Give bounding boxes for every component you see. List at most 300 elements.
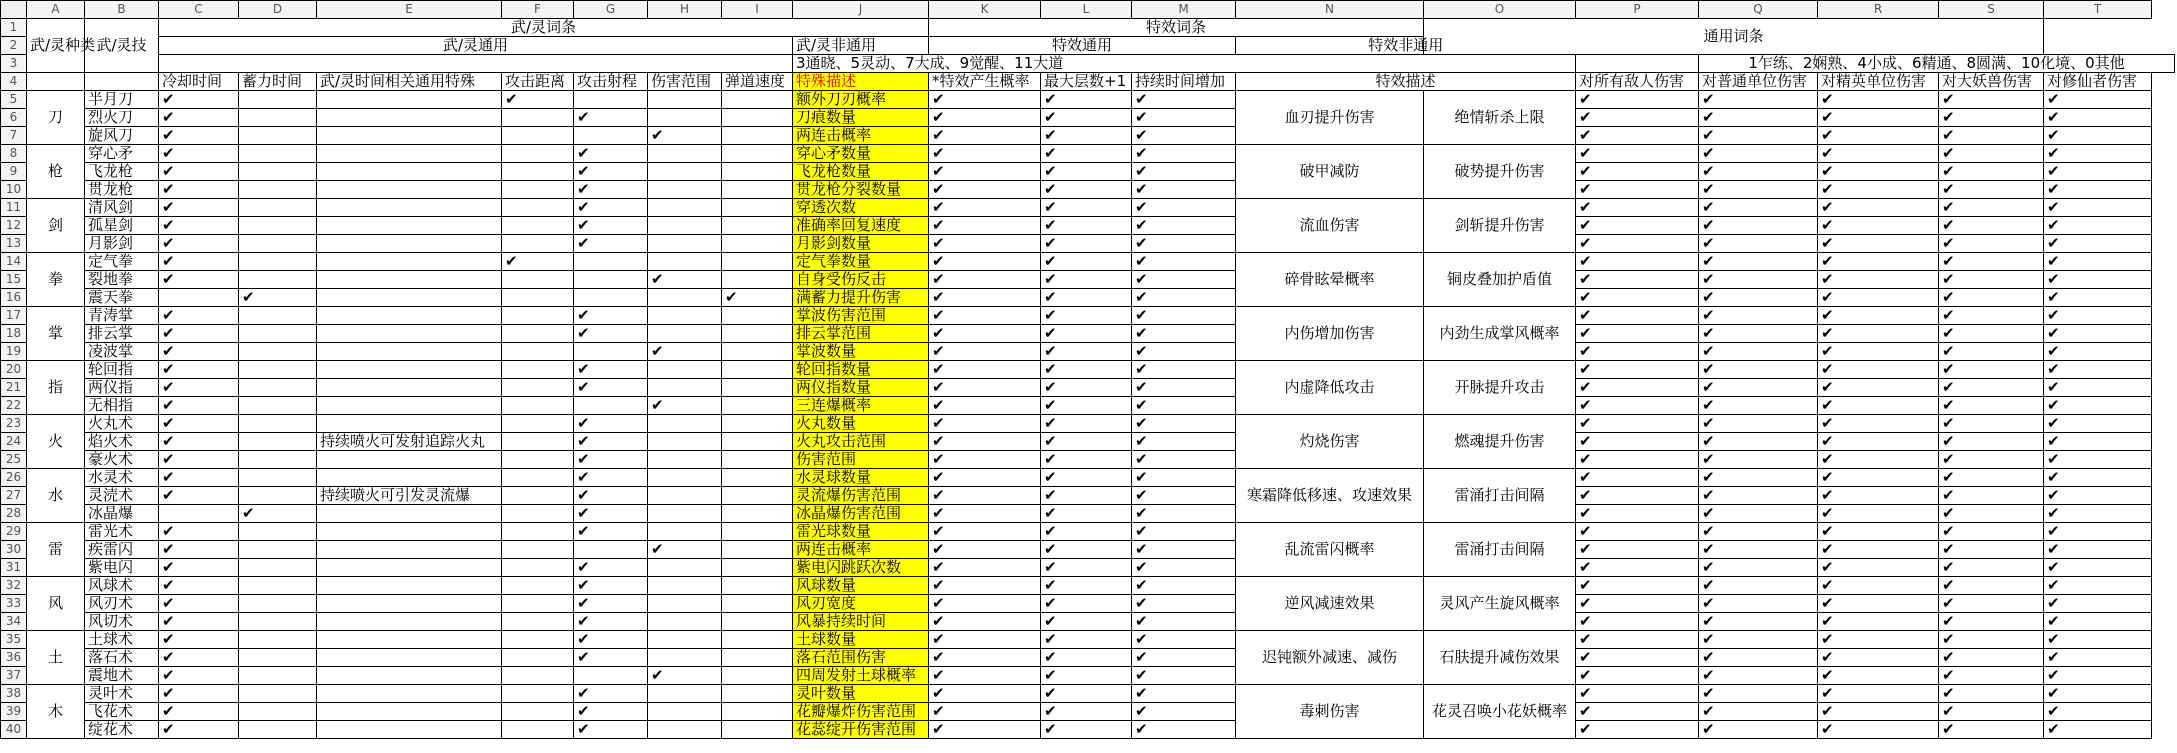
empty-cell[interactable] <box>502 631 574 649</box>
check-cell[interactable]: ✔ <box>1699 181 1818 199</box>
check-cell[interactable]: ✔ <box>159 181 239 199</box>
check-cell[interactable]: ✔ <box>1576 289 1699 307</box>
header-general-terms[interactable]: 通用词条 <box>1424 19 2044 55</box>
check-cell[interactable]: ✔ <box>1132 253 1236 271</box>
empty-cell[interactable] <box>502 451 574 469</box>
effect-desc-cell[interactable]: 铜皮叠加护盾值 <box>1424 253 1576 307</box>
check-cell[interactable]: ✔ <box>159 199 239 217</box>
weapon-type-cell[interactable]: 雷 <box>27 523 85 577</box>
weapon-type-cell[interactable]: 指 <box>27 361 85 415</box>
check-cell[interactable]: ✔ <box>1041 631 1132 649</box>
check-cell[interactable]: ✔ <box>502 91 574 109</box>
empty-cell[interactable] <box>317 361 502 379</box>
empty-cell[interactable] <box>648 487 722 505</box>
empty-cell[interactable] <box>722 127 793 145</box>
empty-cell[interactable] <box>648 199 722 217</box>
check-cell[interactable]: ✔ <box>1576 217 1699 235</box>
empty-cell[interactable] <box>502 235 574 253</box>
check-cell[interactable]: ✔ <box>159 253 239 271</box>
row-number[interactable]: 18 <box>1 325 27 343</box>
row-number[interactable]: 9 <box>1 163 27 181</box>
empty-cell[interactable] <box>317 649 502 667</box>
empty-cell[interactable] <box>574 91 648 109</box>
check-cell[interactable]: ✔ <box>574 451 648 469</box>
check-cell[interactable]: ✔ <box>929 487 1041 505</box>
check-cell[interactable]: ✔ <box>929 523 1041 541</box>
empty-cell[interactable] <box>1576 55 1699 73</box>
check-cell[interactable]: ✔ <box>1132 613 1236 631</box>
check-cell[interactable]: ✔ <box>574 433 648 451</box>
row-number[interactable]: 29 <box>1 523 27 541</box>
empty-cell[interactable] <box>722 397 793 415</box>
check-cell[interactable]: ✔ <box>1818 451 1939 469</box>
weapon-type-cell[interactable]: 枪 <box>27 145 85 199</box>
check-cell[interactable]: ✔ <box>574 109 648 127</box>
check-cell[interactable]: ✔ <box>574 721 648 739</box>
special-desc-cell[interactable]: 刀痕数量 <box>793 109 929 127</box>
special-desc-cell[interactable]: 花瓣爆炸伤害范围 <box>793 703 929 721</box>
check-cell[interactable]: ✔ <box>1939 505 2044 523</box>
check-cell[interactable]: ✔ <box>929 271 1041 289</box>
skill-name-cell[interactable]: 清风剑 <box>85 199 159 217</box>
check-cell[interactable]: ✔ <box>1041 217 1132 235</box>
empty-cell[interactable] <box>502 415 574 433</box>
row-number[interactable]: 21 <box>1 379 27 397</box>
check-cell[interactable]: ✔ <box>1041 487 1132 505</box>
skill-name-cell[interactable]: 火丸术 <box>85 415 159 433</box>
select-all-corner[interactable] <box>1 1 27 19</box>
special-desc-cell[interactable]: 土球数量 <box>793 631 929 649</box>
effect-desc-cell[interactable]: 寒霜降低移速、攻速效果 <box>1236 469 1424 523</box>
check-cell[interactable]: ✔ <box>2044 343 2152 361</box>
empty-cell[interactable] <box>722 253 793 271</box>
row-number[interactable]: 31 <box>1 559 27 577</box>
empty-cell[interactable] <box>502 523 574 541</box>
row-number[interactable]: 5 <box>1 91 27 109</box>
check-cell[interactable]: ✔ <box>574 163 648 181</box>
empty-cell[interactable] <box>648 721 722 739</box>
header-dmg-all[interactable]: 对所有敌人伤害 <box>1576 73 1699 91</box>
check-cell[interactable]: ✔ <box>1041 379 1132 397</box>
check-cell[interactable]: ✔ <box>1699 361 1818 379</box>
check-cell[interactable]: ✔ <box>2044 631 2152 649</box>
check-cell[interactable]: ✔ <box>2044 595 2152 613</box>
check-cell[interactable]: ✔ <box>1132 109 1236 127</box>
check-cell[interactable]: ✔ <box>159 379 239 397</box>
check-cell[interactable]: ✔ <box>1132 433 1236 451</box>
special-desc-cell[interactable]: 落石范围伤害 <box>793 649 929 667</box>
special-desc-cell[interactable]: 轮回指数量 <box>793 361 929 379</box>
check-cell[interactable]: ✔ <box>929 415 1041 433</box>
skill-name-cell[interactable]: 风切术 <box>85 613 159 631</box>
empty-cell[interactable] <box>239 415 317 433</box>
header-special-desc[interactable]: 特殊描述 <box>793 73 929 91</box>
empty-cell[interactable] <box>317 541 502 559</box>
empty-cell[interactable] <box>317 703 502 721</box>
empty-cell[interactable] <box>502 685 574 703</box>
check-cell[interactable]: ✔ <box>929 145 1041 163</box>
check-cell[interactable]: ✔ <box>1818 181 1939 199</box>
check-cell[interactable]: ✔ <box>2044 253 2152 271</box>
empty-cell[interactable] <box>239 91 317 109</box>
check-cell[interactable]: ✔ <box>574 559 648 577</box>
check-cell[interactable]: ✔ <box>1699 289 1818 307</box>
check-cell[interactable]: ✔ <box>1576 613 1699 631</box>
check-cell[interactable]: ✔ <box>1132 271 1236 289</box>
special-desc-cell[interactable]: 满蓄力提升伤害 <box>793 289 929 307</box>
check-cell[interactable]: ✔ <box>1041 559 1132 577</box>
check-cell[interactable]: ✔ <box>1132 415 1236 433</box>
empty-cell[interactable] <box>502 307 574 325</box>
check-cell[interactable]: ✔ <box>1699 577 1818 595</box>
empty-cell[interactable] <box>648 523 722 541</box>
check-cell[interactable]: ✔ <box>1041 361 1132 379</box>
check-cell[interactable]: ✔ <box>929 343 1041 361</box>
check-cell[interactable]: ✔ <box>929 577 1041 595</box>
check-cell[interactable]: ✔ <box>574 649 648 667</box>
empty-cell[interactable] <box>502 649 574 667</box>
skill-name-cell[interactable]: 飞花术 <box>85 703 159 721</box>
check-cell[interactable]: ✔ <box>1576 145 1699 163</box>
skill-name-cell[interactable]: 风球术 <box>85 577 159 595</box>
empty-cell[interactable] <box>722 649 793 667</box>
check-cell[interactable]: ✔ <box>1818 505 1939 523</box>
empty-cell[interactable] <box>239 451 317 469</box>
empty-cell[interactable] <box>239 397 317 415</box>
check-cell[interactable]: ✔ <box>1699 631 1818 649</box>
special-desc-cell[interactable]: 伤害范围 <box>793 451 929 469</box>
row-number[interactable]: 37 <box>1 667 27 685</box>
check-cell[interactable]: ✔ <box>1699 523 1818 541</box>
empty-cell[interactable] <box>502 721 574 739</box>
empty-cell[interactable] <box>722 433 793 451</box>
empty-cell[interactable] <box>574 271 648 289</box>
check-cell[interactable]: ✔ <box>1818 109 1939 127</box>
check-cell[interactable]: ✔ <box>1939 343 2044 361</box>
check-cell[interactable]: ✔ <box>2044 667 2152 685</box>
check-cell[interactable]: ✔ <box>1818 127 1939 145</box>
check-cell[interactable]: ✔ <box>1699 91 1818 109</box>
check-cell[interactable]: ✔ <box>1939 721 2044 739</box>
check-cell[interactable]: ✔ <box>1699 649 1818 667</box>
check-cell[interactable]: ✔ <box>929 109 1041 127</box>
check-cell[interactable]: ✔ <box>648 667 722 685</box>
empty-cell[interactable] <box>317 379 502 397</box>
check-cell[interactable]: ✔ <box>2044 307 2152 325</box>
empty-cell[interactable] <box>239 667 317 685</box>
row-number[interactable]: 8 <box>1 145 27 163</box>
row-number[interactable]: 24 <box>1 433 27 451</box>
empty-cell[interactable] <box>502 181 574 199</box>
check-cell[interactable]: ✔ <box>1132 217 1236 235</box>
empty-cell[interactable] <box>502 163 574 181</box>
check-cell[interactable]: ✔ <box>1041 523 1132 541</box>
header-attack-distance[interactable]: 攻击距离 <box>502 73 574 91</box>
check-cell[interactable]: ✔ <box>574 379 648 397</box>
empty-cell[interactable] <box>722 613 793 631</box>
empty-cell[interactable] <box>317 163 502 181</box>
check-cell[interactable]: ✔ <box>2044 577 2152 595</box>
check-cell[interactable]: ✔ <box>1041 469 1132 487</box>
special-desc-cell[interactable]: 灵流爆伤害范围 <box>793 487 929 505</box>
check-cell[interactable]: ✔ <box>1132 379 1236 397</box>
effect-desc-cell[interactable]: 内伤增加伤害 <box>1236 307 1424 361</box>
skill-name-cell[interactable]: 两仪指 <box>85 379 159 397</box>
empty-cell[interactable] <box>502 145 574 163</box>
check-cell[interactable]: ✔ <box>1699 379 1818 397</box>
row-number[interactable]: 14 <box>1 253 27 271</box>
check-cell[interactable]: ✔ <box>1576 361 1699 379</box>
empty-cell[interactable] <box>239 145 317 163</box>
check-cell[interactable]: ✔ <box>1939 613 2044 631</box>
empty-cell[interactable] <box>317 415 502 433</box>
check-cell[interactable]: ✔ <box>2044 469 2152 487</box>
special-desc-cell[interactable]: 自身受伤反击 <box>793 271 929 289</box>
special-desc-cell[interactable]: 排云掌范围 <box>793 325 929 343</box>
check-cell[interactable]: ✔ <box>1576 721 1699 739</box>
empty-cell[interactable] <box>239 217 317 235</box>
effect-desc-cell[interactable]: 绝情斩杀上限 <box>1424 91 1576 145</box>
check-cell[interactable]: ✔ <box>1132 451 1236 469</box>
empty-cell[interactable] <box>648 109 722 127</box>
empty-cell[interactable] <box>502 217 574 235</box>
check-cell[interactable]: ✔ <box>1132 703 1236 721</box>
empty-cell[interactable] <box>648 163 722 181</box>
check-cell[interactable]: ✔ <box>1699 667 1818 685</box>
special-desc-cell[interactable]: 火丸数量 <box>793 415 929 433</box>
check-cell[interactable]: ✔ <box>2044 271 2152 289</box>
check-cell[interactable]: ✔ <box>1576 271 1699 289</box>
check-cell[interactable]: ✔ <box>929 613 1041 631</box>
check-cell[interactable]: ✔ <box>929 325 1041 343</box>
empty-cell[interactable] <box>648 253 722 271</box>
special-desc-cell[interactable]: 两连击概率 <box>793 127 929 145</box>
row-number[interactable]: 7 <box>1 127 27 145</box>
check-cell[interactable]: ✔ <box>1132 181 1236 199</box>
empty-cell[interactable] <box>239 307 317 325</box>
empty-cell[interactable] <box>502 289 574 307</box>
check-cell[interactable]: ✔ <box>1041 253 1132 271</box>
check-cell[interactable]: ✔ <box>929 703 1041 721</box>
check-cell[interactable]: ✔ <box>1576 415 1699 433</box>
check-cell[interactable]: ✔ <box>574 235 648 253</box>
effect-desc-cell[interactable]: 迟钝额外减速、减伤 <box>1236 631 1424 685</box>
row-number[interactable]: 4 <box>1 73 27 91</box>
special-desc-cell[interactable]: 贯龙枪分裂数量 <box>793 181 929 199</box>
check-cell[interactable]: ✔ <box>1818 595 1939 613</box>
empty-cell[interactable] <box>239 325 317 343</box>
empty-cell[interactable] <box>574 541 648 559</box>
empty-cell[interactable] <box>722 343 793 361</box>
empty-cell[interactable] <box>722 541 793 559</box>
header-dmg-elite[interactable]: 对精英单位伤害 <box>1818 73 1939 91</box>
check-cell[interactable]: ✔ <box>929 307 1041 325</box>
header-weapon-nongeneral[interactable]: 武/灵非通用 <box>793 37 929 55</box>
check-cell[interactable]: ✔ <box>1041 163 1132 181</box>
check-cell[interactable]: ✔ <box>1939 541 2044 559</box>
empty-cell[interactable] <box>502 703 574 721</box>
check-cell[interactable]: ✔ <box>159 559 239 577</box>
check-cell[interactable]: ✔ <box>1576 181 1699 199</box>
check-cell[interactable]: ✔ <box>1041 595 1132 613</box>
skill-name-cell[interactable]: 无相指 <box>85 397 159 415</box>
skill-name-cell[interactable]: 青涛掌 <box>85 307 159 325</box>
weapon-type-cell[interactable]: 剑 <box>27 199 85 253</box>
header-weapon-terms[interactable]: 武/灵词条 <box>159 19 929 37</box>
check-cell[interactable]: ✔ <box>574 505 648 523</box>
empty-cell[interactable] <box>722 91 793 109</box>
check-cell[interactable]: ✔ <box>2044 181 2152 199</box>
row-number[interactable]: 25 <box>1 451 27 469</box>
weapon-type-cell[interactable]: 水 <box>27 469 85 523</box>
check-cell[interactable]: ✔ <box>1041 577 1132 595</box>
check-cell[interactable]: ✔ <box>1576 253 1699 271</box>
empty-cell[interactable] <box>239 361 317 379</box>
check-cell[interactable]: ✔ <box>1576 325 1699 343</box>
empty-cell[interactable] <box>502 577 574 595</box>
empty-cell[interactable] <box>502 469 574 487</box>
check-cell[interactable]: ✔ <box>159 127 239 145</box>
weapon-type-cell[interactable]: 土 <box>27 631 85 685</box>
row-number[interactable]: 35 <box>1 631 27 649</box>
empty-cell[interactable] <box>239 199 317 217</box>
check-cell[interactable]: ✔ <box>1576 685 1699 703</box>
check-cell[interactable]: ✔ <box>1576 397 1699 415</box>
check-cell[interactable]: ✔ <box>159 487 239 505</box>
check-cell[interactable]: ✔ <box>1576 379 1699 397</box>
empty-cell[interactable] <box>239 595 317 613</box>
empty-cell[interactable] <box>648 469 722 487</box>
check-cell[interactable]: ✔ <box>648 541 722 559</box>
check-cell[interactable]: ✔ <box>159 595 239 613</box>
check-cell[interactable]: ✔ <box>159 271 239 289</box>
check-cell[interactable]: ✔ <box>159 577 239 595</box>
check-cell[interactable]: ✔ <box>159 325 239 343</box>
check-cell[interactable]: ✔ <box>1132 307 1236 325</box>
empty-cell[interactable] <box>722 667 793 685</box>
check-cell[interactable]: ✔ <box>1699 397 1818 415</box>
skill-name-cell[interactable]: 紫电闪 <box>85 559 159 577</box>
check-cell[interactable]: ✔ <box>1041 127 1132 145</box>
empty-cell[interactable] <box>574 289 648 307</box>
empty-cell[interactable] <box>239 433 317 451</box>
check-cell[interactable]: ✔ <box>929 91 1041 109</box>
row-number[interactable]: 2 <box>1 37 27 55</box>
check-cell[interactable]: ✔ <box>1818 469 1939 487</box>
empty-cell[interactable] <box>239 577 317 595</box>
check-cell[interactable]: ✔ <box>2044 685 2152 703</box>
special-desc-cell[interactable]: 火丸攻击范围 <box>793 433 929 451</box>
check-cell[interactable]: ✔ <box>648 127 722 145</box>
weapon-type-cell[interactable]: 刀 <box>27 91 85 145</box>
check-cell[interactable]: ✔ <box>1699 721 1818 739</box>
check-cell[interactable]: ✔ <box>159 433 239 451</box>
check-cell[interactable]: ✔ <box>1818 613 1939 631</box>
special-desc-cell[interactable]: 月影剑数量 <box>793 235 929 253</box>
empty-cell[interactable] <box>722 415 793 433</box>
empty-cell[interactable] <box>722 595 793 613</box>
check-cell[interactable]: ✔ <box>1041 343 1132 361</box>
check-cell[interactable]: ✔ <box>159 217 239 235</box>
empty-cell[interactable] <box>502 271 574 289</box>
check-cell[interactable]: ✔ <box>1132 595 1236 613</box>
header-general-levels[interactable]: 1乍练、2娴熟、4小成、6精通、8圆满、10化境、0其他 <box>1699 55 2175 73</box>
column-header[interactable]: K <box>929 1 1041 19</box>
empty-cell[interactable] <box>239 541 317 559</box>
check-cell[interactable]: ✔ <box>574 307 648 325</box>
empty-cell[interactable] <box>648 433 722 451</box>
check-cell[interactable]: ✔ <box>929 127 1041 145</box>
row-number[interactable]: 34 <box>1 613 27 631</box>
effect-desc-cell[interactable]: 燃魂提升伤害 <box>1424 415 1576 469</box>
empty-cell[interactable] <box>317 667 502 685</box>
check-cell[interactable]: ✔ <box>929 667 1041 685</box>
check-cell[interactable]: ✔ <box>1576 523 1699 541</box>
check-cell[interactable]: ✔ <box>2044 217 2152 235</box>
check-cell[interactable]: ✔ <box>1576 307 1699 325</box>
check-cell[interactable]: ✔ <box>1939 559 2044 577</box>
empty-cell[interactable] <box>722 217 793 235</box>
check-cell[interactable]: ✔ <box>574 361 648 379</box>
check-cell[interactable]: ✔ <box>1699 451 1818 469</box>
column-header[interactable]: D <box>239 1 317 19</box>
check-cell[interactable]: ✔ <box>1576 505 1699 523</box>
check-cell[interactable]: ✔ <box>1576 91 1699 109</box>
check-cell[interactable]: ✔ <box>1818 307 1939 325</box>
check-cell[interactable]: ✔ <box>1939 685 2044 703</box>
empty-cell[interactable] <box>239 343 317 361</box>
check-cell[interactable]: ✔ <box>1818 379 1939 397</box>
empty-cell[interactable] <box>722 559 793 577</box>
empty-cell[interactable] <box>159 505 239 523</box>
check-cell[interactable]: ✔ <box>2044 379 2152 397</box>
check-cell[interactable]: ✔ <box>1818 541 1939 559</box>
skill-name-cell[interactable]: 月影剑 <box>85 235 159 253</box>
check-cell[interactable]: ✔ <box>2044 559 2152 577</box>
empty-cell[interactable] <box>502 379 574 397</box>
check-cell[interactable]: ✔ <box>2044 613 2152 631</box>
check-cell[interactable]: ✔ <box>574 577 648 595</box>
row-number[interactable]: 26 <box>1 469 27 487</box>
special-desc-cell[interactable]: 风暴持续时间 <box>793 613 929 631</box>
skill-name-cell[interactable]: 雷光术 <box>85 523 159 541</box>
check-cell[interactable]: ✔ <box>1132 667 1236 685</box>
check-cell[interactable]: ✔ <box>2044 397 2152 415</box>
empty-cell[interactable] <box>722 505 793 523</box>
empty-cell[interactable] <box>648 703 722 721</box>
check-cell[interactable]: ✔ <box>929 649 1041 667</box>
check-cell[interactable]: ✔ <box>2044 523 2152 541</box>
row-number[interactable]: 10 <box>1 181 27 199</box>
skill-name-cell[interactable]: 烈火刀 <box>85 109 159 127</box>
check-cell[interactable]: ✔ <box>929 433 1041 451</box>
check-cell[interactable]: ✔ <box>929 595 1041 613</box>
check-cell[interactable]: ✔ <box>1939 271 2044 289</box>
skill-name-cell[interactable]: 旋风刀 <box>85 127 159 145</box>
row-number[interactable]: 30 <box>1 541 27 559</box>
check-cell[interactable]: ✔ <box>1576 667 1699 685</box>
check-cell[interactable]: ✔ <box>1041 289 1132 307</box>
header-effect-chance[interactable]: *特效产生概率 <box>929 73 1041 91</box>
check-cell[interactable]: ✔ <box>159 451 239 469</box>
column-header[interactable]: L <box>1041 1 1132 19</box>
check-cell[interactable]: ✔ <box>159 307 239 325</box>
empty-cell[interactable] <box>502 433 574 451</box>
check-cell[interactable]: ✔ <box>1818 343 1939 361</box>
check-cell[interactable]: ✔ <box>1699 271 1818 289</box>
check-cell[interactable]: ✔ <box>1132 361 1236 379</box>
column-header[interactable]: H <box>648 1 722 19</box>
